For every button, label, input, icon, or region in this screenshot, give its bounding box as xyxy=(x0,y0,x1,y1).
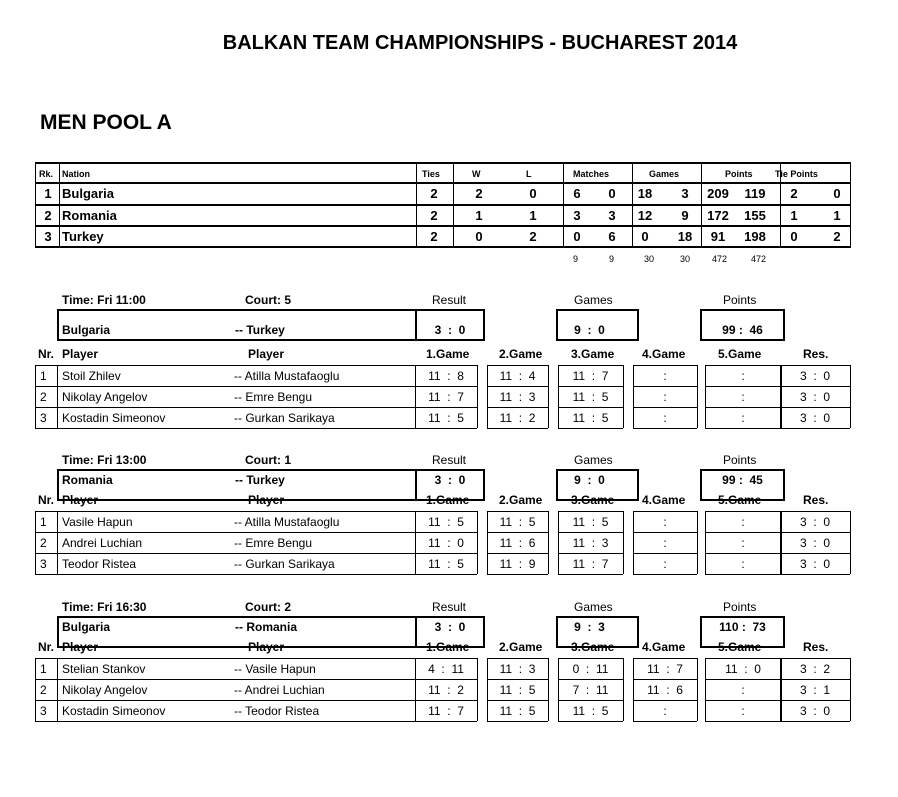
game1-header: 1.Game xyxy=(426,640,470,654)
standings-w-cell: 1 xyxy=(475,208,483,223)
game-score: 0 : 11 xyxy=(572,662,609,676)
player2-name: -- Emre Bengu xyxy=(234,536,313,550)
pool-title: MEN POOL A xyxy=(40,111,172,134)
player1-name: Stoil Zhilev xyxy=(62,369,121,383)
player1-name: Nikolay Angelov xyxy=(62,683,148,697)
game-score: : xyxy=(734,390,752,404)
standings-p2-cell: 198 xyxy=(744,229,766,244)
row-result: 3 : 0 xyxy=(799,411,831,425)
standings-l-cell: 0 xyxy=(529,186,537,201)
game-score: 11 : 5 xyxy=(572,515,609,529)
player1-name: Vasile Hapun xyxy=(62,515,133,529)
result-score: 3 : 0 xyxy=(434,323,466,337)
player2-name: -- Teodor Ristea xyxy=(234,704,320,718)
player2-name: -- Atilla Mustafaoglu xyxy=(234,515,340,529)
player1-name: Nikolay Angelov xyxy=(62,390,148,404)
games-table xyxy=(0,511,898,575)
team2-name: -- Romania xyxy=(235,620,298,634)
standings-t2-cell: 0 xyxy=(833,186,841,201)
game2-header: 2.Game xyxy=(499,640,543,654)
game-score: 11 : 5 xyxy=(428,557,464,571)
standings-g2-cell: 9 xyxy=(681,208,689,223)
player1-name: Kostadin Simeonov xyxy=(62,411,166,425)
player2-name: -- Emre Bengu xyxy=(234,390,313,404)
row-number: 3 xyxy=(40,411,47,425)
standings-ties-cell: 2 xyxy=(430,208,438,223)
game1-header: 1.Game xyxy=(426,347,470,361)
standings-t1-cell: 1 xyxy=(790,208,798,223)
games-score: 9 : 3 xyxy=(574,620,605,634)
standings-w-cell: 2 xyxy=(475,186,483,201)
match-time: Time: Fri 11:00 xyxy=(62,293,146,307)
row-number: 1 xyxy=(40,515,47,529)
header-rk: Rk. xyxy=(39,169,54,179)
game-score: : xyxy=(734,683,752,697)
match-court: Court: 2 xyxy=(245,600,291,614)
row-result: 3 : 0 xyxy=(799,390,831,404)
points-score: 99 : 46 xyxy=(722,323,763,337)
row-result: 3 : 2 xyxy=(799,662,831,676)
game-score: 11 : 7 xyxy=(572,369,609,383)
row-result: 3 : 1 xyxy=(799,683,831,697)
standings-m2-cell: 3 xyxy=(608,208,616,223)
points-label: Points xyxy=(723,600,757,614)
game-score: : xyxy=(656,390,674,404)
match-time: Time: Fri 16:30 xyxy=(62,600,147,614)
header-l: L xyxy=(526,169,532,179)
nr-header: Nr. xyxy=(38,493,55,507)
standings-p2-cell: 155 xyxy=(744,208,766,223)
game-score: 11 : 2 xyxy=(428,683,464,697)
games-table xyxy=(0,658,898,722)
res-header: Res. xyxy=(803,493,829,507)
standings-nation-cell: Turkey xyxy=(62,229,104,244)
standings-rk-cell: 3 xyxy=(44,229,52,244)
page-title: BALKAN TEAM CHAMPIONSHIPS - BUCHAREST 2014 xyxy=(222,32,738,54)
header-games: Games xyxy=(649,169,680,179)
game-score: 11 : 5 xyxy=(572,411,609,425)
game-score: 11 : 7 xyxy=(572,557,609,571)
game1-header: 1.Game xyxy=(426,493,470,507)
game-score: 11 : 7 xyxy=(428,704,464,718)
nr-header: Nr. xyxy=(38,640,55,654)
result-label: Result xyxy=(432,293,467,307)
games-table xyxy=(0,365,898,429)
game-score: 11 : 8 xyxy=(428,369,464,383)
game-score: 11 : 5 xyxy=(572,704,609,718)
nr-header: Nr. xyxy=(38,347,55,361)
row-number: 2 xyxy=(40,536,47,550)
standings-l-cell: 1 xyxy=(529,208,537,223)
games-label: Games xyxy=(574,600,613,614)
standings-ties-cell: 2 xyxy=(430,186,438,201)
standings-l-cell: 2 xyxy=(529,229,537,244)
team1-name: Bulgaria xyxy=(62,620,111,634)
standings-nation-cell: Bulgaria xyxy=(62,186,115,201)
game-score: : xyxy=(656,411,674,425)
row-number: 3 xyxy=(40,704,47,718)
game-score: : xyxy=(734,515,752,529)
game-score: 11 : 7 xyxy=(428,390,464,404)
standings-t1-cell: 2 xyxy=(790,186,798,201)
game-score: : xyxy=(656,704,674,718)
game-score: 11 : 3 xyxy=(499,390,536,404)
game5-header: 5.Game xyxy=(718,347,762,361)
games-label: Games xyxy=(574,293,613,307)
games-score: 9 : 0 xyxy=(574,473,605,487)
row-number: 2 xyxy=(40,683,47,697)
standings-g2-cell: 3 xyxy=(681,186,689,201)
res-header: Res. xyxy=(803,640,829,654)
result-label: Result xyxy=(432,453,467,467)
game-score: 11 : 5 xyxy=(499,704,536,718)
total-matches-won: 9 xyxy=(573,254,579,264)
game-score: 11 : 5 xyxy=(499,515,536,529)
game4-header: 4.Game xyxy=(642,347,686,361)
standings-rk-cell: 2 xyxy=(44,208,52,223)
game-score: 11 : 3 xyxy=(499,662,536,676)
player2-name: -- Vasile Hapun xyxy=(234,662,316,676)
standings-g1-cell: 18 xyxy=(637,186,653,201)
row-number: 2 xyxy=(40,390,47,404)
game-score: : xyxy=(734,369,752,383)
res-header: Res. xyxy=(803,347,829,361)
header-w: W xyxy=(472,169,481,179)
player2-name: -- Andrei Luchian xyxy=(234,683,325,697)
standings-m1-cell: 6 xyxy=(573,186,581,201)
standings-w-cell: 0 xyxy=(475,229,483,244)
result-score: 3 : 0 xyxy=(434,473,466,487)
player2-header: Player xyxy=(248,347,285,361)
points-score: 110 : 73 xyxy=(719,620,766,634)
total-points-lost: 472 xyxy=(751,254,767,264)
result-score: 3 : 0 xyxy=(434,620,466,634)
game-score: 4 : 11 xyxy=(428,662,464,676)
games-label: Games xyxy=(574,453,613,467)
standings-t1-cell: 0 xyxy=(790,229,798,244)
row-result: 3 : 0 xyxy=(799,369,831,383)
game5-header: 5.Game xyxy=(718,640,762,654)
game-score: 7 : 11 xyxy=(572,683,609,697)
standings-t2-cell: 2 xyxy=(833,229,841,244)
player2-name: -- Gurkan Sarikaya xyxy=(234,411,335,425)
game-score: 11 : 4 xyxy=(499,369,536,383)
header-tie-points: Tie Points xyxy=(775,169,818,179)
standings-p1-cell: 172 xyxy=(707,208,729,223)
game-score: 11 : 5 xyxy=(572,390,609,404)
game-score: 11 : 7 xyxy=(647,662,683,676)
match-court: Court: 5 xyxy=(245,293,291,307)
standings-t2-cell: 1 xyxy=(833,208,841,223)
game-score: 11 : 5 xyxy=(499,683,536,697)
standings-m1-cell: 3 xyxy=(573,208,581,223)
game-score: 11 : 2 xyxy=(499,411,536,425)
game3-header: 3.Game xyxy=(571,493,615,507)
row-result: 3 : 0 xyxy=(799,515,831,529)
standings-rk-cell: 1 xyxy=(44,186,52,201)
header-ties: Ties xyxy=(422,169,440,179)
game-score: : xyxy=(656,536,674,550)
game-score: 11 : 0 xyxy=(428,536,464,550)
game2-header: 2.Game xyxy=(499,493,543,507)
game4-header: 4.Game xyxy=(642,640,686,654)
game-score: : xyxy=(734,557,752,571)
game2-header: 2.Game xyxy=(499,347,543,361)
game3-header: 3.Game xyxy=(571,640,615,654)
header-nation: Nation xyxy=(62,169,90,179)
standings-p1-cell: 209 xyxy=(707,186,729,201)
player2-header: Player xyxy=(248,493,285,507)
standings-ties-cell: 2 xyxy=(430,229,438,244)
standings-p2-cell: 119 xyxy=(744,186,766,201)
standings-m1-cell: 0 xyxy=(573,229,581,244)
game-score: 11 : 3 xyxy=(572,536,609,550)
standings-m2-cell: 6 xyxy=(608,229,616,244)
header-points: Points xyxy=(725,169,753,179)
standings-nation-cell: Romania xyxy=(62,208,117,223)
game-score: : xyxy=(656,557,674,571)
team2-name: -- Turkey xyxy=(235,473,285,487)
row-number: 3 xyxy=(40,557,47,571)
standings-p1-cell: 91 xyxy=(710,229,726,244)
header-matches: Matches xyxy=(573,169,610,179)
total-matches-lost: 9 xyxy=(609,254,615,264)
game-score: : xyxy=(656,369,674,383)
row-number: 1 xyxy=(40,662,47,676)
total-points-won: 472 xyxy=(712,254,728,264)
standings-g2-cell: 18 xyxy=(677,229,693,244)
standings-m2-cell: 0 xyxy=(608,186,616,201)
player1-name: Kostadin Simeonov xyxy=(62,704,166,718)
team1-name: Bulgaria xyxy=(62,323,111,337)
game-score: : xyxy=(656,515,674,529)
player2-header: Player xyxy=(248,640,285,654)
game-score: 11 : 5 xyxy=(428,411,464,425)
points-label: Points xyxy=(723,293,757,307)
match-court: Court: 1 xyxy=(245,453,291,467)
points-score: 99 : 45 xyxy=(722,473,763,487)
player1-header: Player xyxy=(62,347,99,361)
player1-name: Teodor Ristea xyxy=(62,557,137,571)
game-score: : xyxy=(734,536,752,550)
games-score: 9 : 0 xyxy=(574,323,605,337)
game-score: : xyxy=(734,704,752,718)
team2-name: -- Turkey xyxy=(235,323,285,337)
points-label: Points xyxy=(723,453,757,467)
row-result: 3 : 0 xyxy=(799,536,831,550)
row-number: 1 xyxy=(40,369,47,383)
standings-g1-cell: 12 xyxy=(637,208,653,223)
game-score: 11 : 5 xyxy=(428,515,464,529)
game-score: 11 : 0 xyxy=(725,662,761,676)
row-result: 3 : 0 xyxy=(799,704,831,718)
game-score: 11 : 6 xyxy=(647,683,683,697)
game4-header: 4.Game xyxy=(642,493,686,507)
standings-table xyxy=(35,162,851,264)
total-games-lost: 30 xyxy=(680,254,691,264)
game3-header: 3.Game xyxy=(571,347,615,361)
player1-name: Andrei Luchian xyxy=(62,536,143,550)
result-label: Result xyxy=(432,600,467,614)
player2-name: -- Atilla Mustafaoglu xyxy=(234,369,340,383)
total-games-won: 30 xyxy=(644,254,655,264)
player2-name: -- Gurkan Sarikaya xyxy=(234,557,335,571)
game-score: : xyxy=(734,411,752,425)
player1-name: Stelian Stankov xyxy=(62,662,146,676)
team1-name: Romania xyxy=(62,473,113,487)
row-result: 3 : 0 xyxy=(799,557,831,571)
game5-header: 5.Game xyxy=(718,493,762,507)
player1-header: Player xyxy=(62,493,99,507)
standings-g1-cell: 0 xyxy=(641,229,649,244)
player1-header: Player xyxy=(62,640,99,654)
game-score: 11 : 9 xyxy=(499,557,536,571)
game-score: 11 : 6 xyxy=(499,536,536,550)
match-time: Time: Fri 13:00 xyxy=(62,453,147,467)
